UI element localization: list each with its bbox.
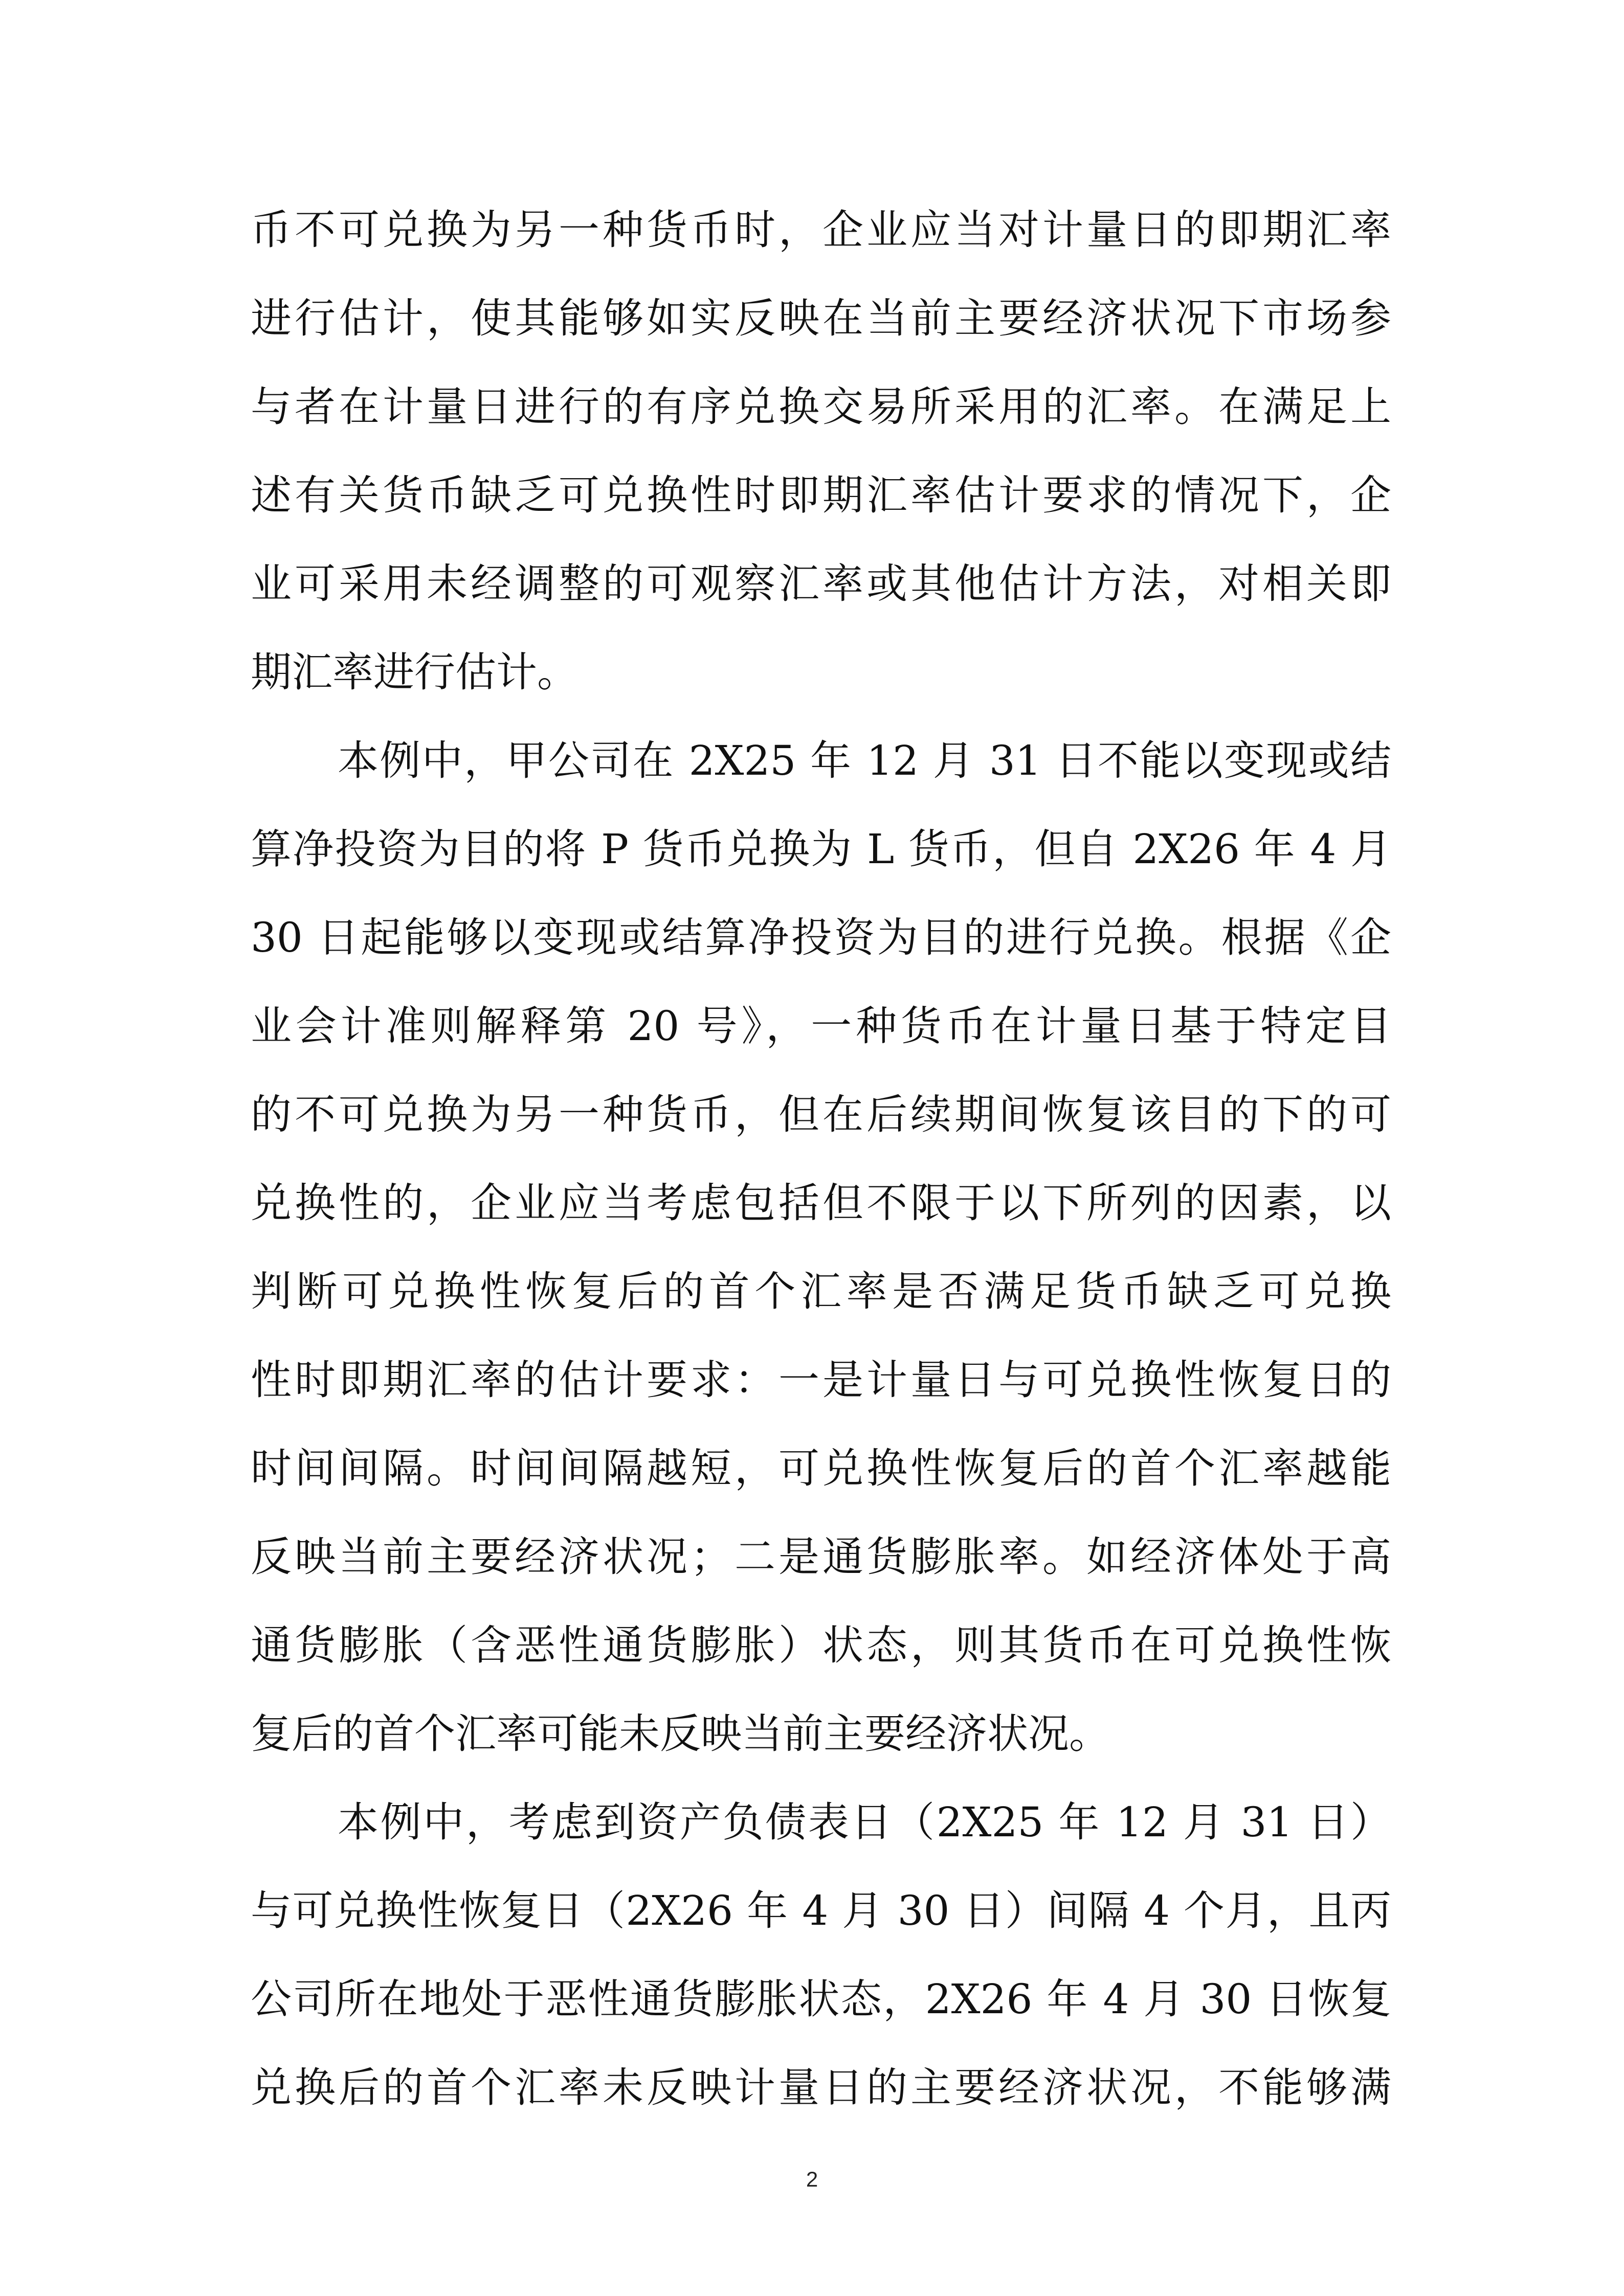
paragraph-2-line-9: 时间间隔。时间间隔越短，可兑换性恢复后的首个汇率越能 bbox=[251, 1445, 1391, 1492]
paragraph-1-line-4: 述有关货币缺乏可兑换性时即期汇率估计要求的情况下，企 bbox=[251, 471, 1391, 519]
paragraph-2-line-12: 复后的首个汇率可能未反映当前主要经济状况。 bbox=[251, 1710, 1110, 1758]
paragraph-2-line-3: 30 日起能够以变现或结算净投资为目的进行兑换。根据《企 bbox=[251, 914, 1391, 961]
paragraph-2-line-1: 本例中，甲公司在 2X25 年 12 月 31 日不能以变现或结 bbox=[338, 737, 1391, 784]
paragraph-2-line-7: 判断可兑换性恢复后的首个汇率是否满足货币缺乏可兑换 bbox=[251, 1268, 1391, 1315]
paragraph-1-line-5: 业可采用未经调整的可观察汇率或其他估计方法，对相关即 bbox=[251, 560, 1391, 607]
paragraph-3-line-3: 公司所在地处于恶性通货膨胀状态，2X26 年 4 月 30 日恢复 bbox=[251, 1975, 1391, 2023]
paragraph-2-line-8: 性时即期汇率的估计要求：一是计量日与可兑换性恢复日的 bbox=[251, 1356, 1391, 1404]
paragraph-1-line-6: 期汇率进行估计。 bbox=[251, 648, 578, 696]
paragraph-1-line-2: 进行估计，使其能够如实反映在当前主要经济状况下市场参 bbox=[251, 295, 1391, 342]
page-number: 2 bbox=[806, 2167, 818, 2191]
paragraph-1-line-1: 币不可兑换为另一种货币时，企业应当对计量日的即期汇率 bbox=[251, 206, 1391, 254]
paragraph-3-line-2: 与可兑换性恢复日（2X26 年 4 月 30 日）间隔 4 个月，且丙 bbox=[251, 1887, 1391, 1934]
paragraph-2-line-11: 通货膨胀（含恶性通货膨胀）状态，则其货币在可兑换性恢 bbox=[251, 1622, 1391, 1669]
paragraph-2-line-5: 的不可兑换为另一种货币，但在后续期间恢复该目的下的可 bbox=[251, 1091, 1391, 1138]
paragraph-2-line-10: 反映当前主要经济状况；二是通货膨胀率。如经济体处于高 bbox=[251, 1533, 1391, 1581]
paragraph-3-line-4: 兑换后的首个汇率未反映计量日的主要经济状况，不能够满 bbox=[251, 2064, 1391, 2111]
paragraph-2-line-6: 兑换性的，企业应当考虑包括但不限于以下所列的因素，以 bbox=[251, 1179, 1391, 1227]
paragraph-2-line-2: 算净投资为目的将 P 货币兑换为 L 货币，但自 2X26 年 4 月 bbox=[251, 825, 1391, 873]
paragraph-2-line-4: 业会计准则解释第 20 号》，一种货币在计量日基于特定目 bbox=[251, 1002, 1391, 1050]
paragraph-1-line-3: 与者在计量日进行的有序兑换交易所采用的汇率。在满足上 bbox=[251, 383, 1391, 431]
paragraph-3-line-1: 本例中，考虑到资产负债表日（2X25 年 12 月 31 日） bbox=[338, 1798, 1391, 1846]
